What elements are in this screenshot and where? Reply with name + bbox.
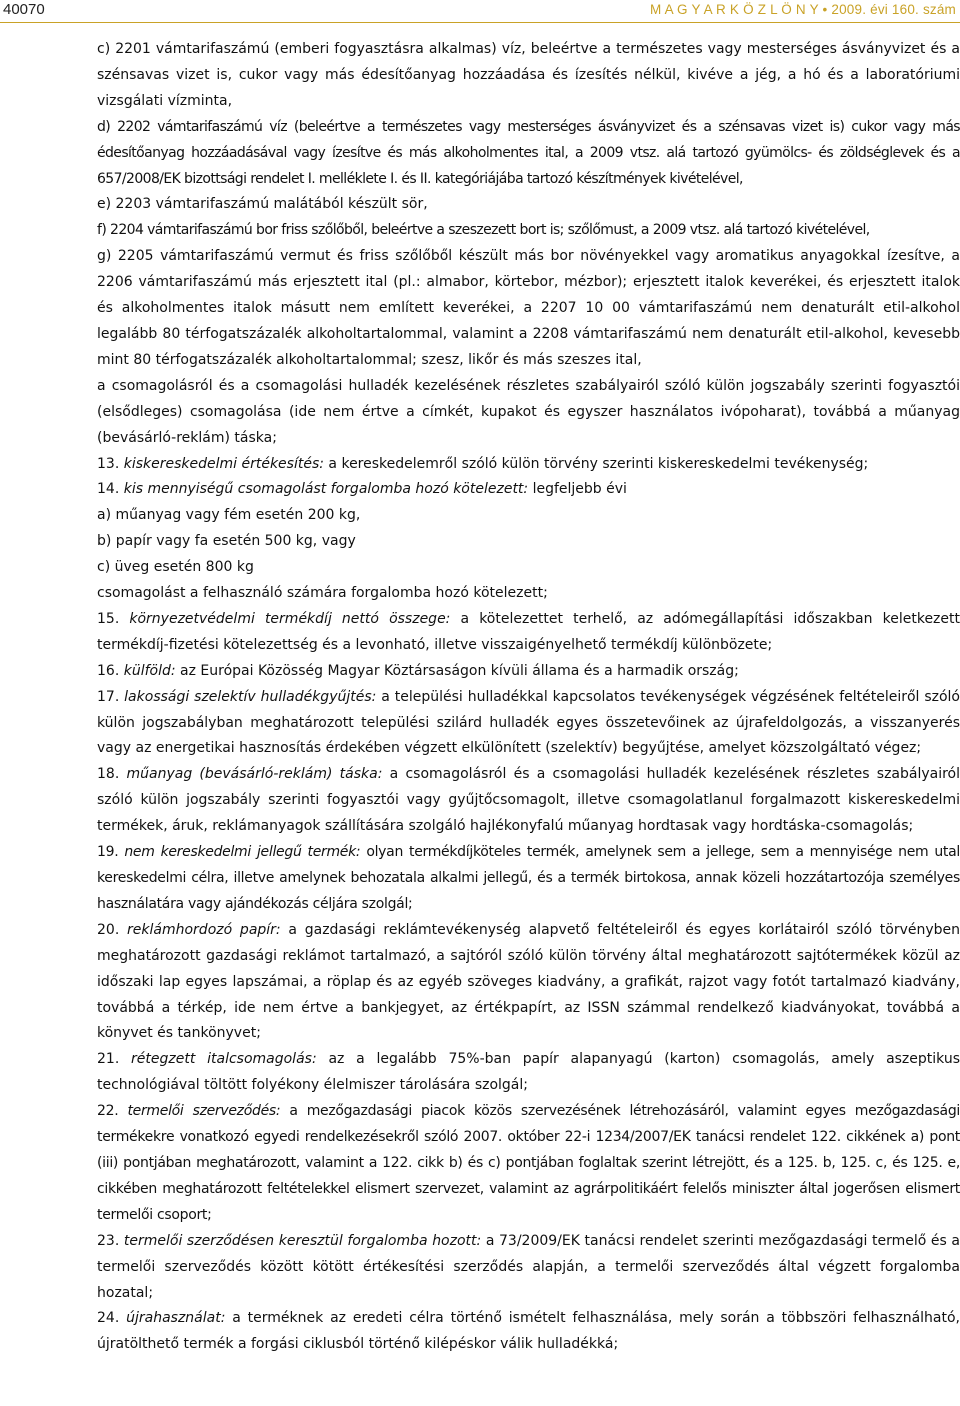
definition-term: termelői szerződésen keresztül forgalomba hozott: bbox=[123, 1232, 482, 1249]
definition-number: 21. bbox=[97, 1051, 120, 1068]
definition-22 bbox=[97, 1099, 960, 1229]
definition-number: 23. bbox=[97, 1232, 120, 1249]
definition-24 bbox=[97, 1306, 960, 1358]
packaging-obligor-paragraph bbox=[97, 581, 960, 607]
definition-term: környezetvédelmi termékdíj nettó összege: bbox=[129, 610, 451, 627]
definition-term: reklámhordozó papír: bbox=[127, 921, 281, 938]
page-header bbox=[0, 0, 960, 22]
definition-13 bbox=[97, 452, 960, 478]
paragraph-text: a) műanyag vagy fém esetén 200 kg, bbox=[97, 507, 361, 524]
paragraph-text: a csomagolásról és a csomagolási hulladék kezelésének részletes szabályairól szóló külön jogszabály szerinti fogyasztói (elsődleges) csomagolása (ide nem értve a címkét, kupakot és egyszer használatos ivópoharat), továbbá a műanyag (bevásárló-reklám) táska; bbox=[97, 377, 960, 446]
item-f-paragraph bbox=[97, 218, 960, 244]
item-e-paragraph bbox=[97, 192, 960, 218]
definition-number: 13. bbox=[97, 455, 120, 472]
definition-18 bbox=[97, 762, 960, 840]
definition-term: termelői szerveződés: bbox=[127, 1103, 281, 1120]
item-g-paragraph bbox=[97, 244, 960, 374]
definition-23 bbox=[97, 1229, 960, 1307]
definition-19 bbox=[97, 840, 960, 918]
definition-text: a mezőgazdasági piacok közös szervezésének létrehozásáról, valamint egyes mezőgazdasági termékekre vonatkozó egyedi rendelkezésekről szóló 2007. október 22-i 1234/2007/EK tanácsi rendelet 122. cikkének a) pont (iii) pontjában meghatározott, valamint a 122. cikk b) és c) pontjában foglaltak szerint létrejött, és a 125. b, 125. c, és 125. e, cikkében meghatározott feltételekkel elismert szervezet, valamint az agrárpolitikáért felelős miniszter által jogerősen elismert termelői csoport; bbox=[97, 1103, 960, 1223]
definition-term: külföld: bbox=[123, 662, 176, 679]
definition-number: 24. bbox=[97, 1310, 120, 1327]
item-d-paragraph bbox=[97, 115, 960, 193]
definition-number: 20. bbox=[97, 921, 120, 938]
definition-text: olyan termékdíjköteles termék, amelynek sem a jellege, sem a mennyisége nem utal kereskedelmi célra, illetve amelynek behozatala alkalmi jellegű, és a termék birtokosa, annak közeli hozzátartozója személyes használatára vagy ajándékozás céljára szolgál; bbox=[97, 844, 960, 912]
paragraph-text: e) 2203 vámtarifaszámú malátából készült sör, bbox=[97, 196, 428, 213]
definition-text: a csomagolásról és a csomagolási hulladék kezelésének részletes szabályairól szóló külön jogszabály szerinti fogyasztói vagy gyűjtőcsomagolt, illetve csomagolatlanul forgalmazott kiskereskedelmi termékek, áruk, reklámanyagok szállítására szolgáló hajlékonyfalú műanyag hordtasak vagy hordtáska-csomagolás; bbox=[97, 766, 960, 835]
definition-term: kis mennyiségű csomagolást forgalomba hozó kötelezett: bbox=[123, 481, 529, 498]
definition-term: rétegzett italcsomagolás: bbox=[131, 1051, 317, 1068]
definition-term: műanyag (bevásárló-reklám) táska: bbox=[126, 766, 383, 783]
definition-text: a terméknek az eredeti célra történő ismételt felhasználása, mely során a többszöri felhasználható, újratölthető termék a forgási ciklusból történő kilépéskor válik hulladékká; bbox=[97, 1310, 960, 1353]
definition-text: a gazdasági reklámtevékenység alapvető feltételeiről és egyes korlátairól szóló törvényben meghatározott gazdasági reklámot tartalmazó, a sajtóról szóló külön törvény által meghatározott sajtótermékek közül az időszaki lap egyes lapszámai, a röplap és az egyéb szöveges kiadvány, a grafikát, rajzot vagy fotót tartalmazó kiadvány, továbbá a térkép, ide nem értve a bankjegyet, az értékpapírt, az ISSN számmal rendelkező kiadványokat, továbbá a könyvet és tankönyvet; bbox=[97, 921, 960, 1042]
definition-text: a kötelezettet terhelő, az adómegállapítási időszakban keletkezett termékdíj-fizetési kötelezettség és a levonható, illetve visszaigényelhető termékdíj különbözete; bbox=[97, 610, 960, 653]
packaging-paragraph bbox=[97, 374, 960, 452]
definition-number: 14. bbox=[97, 481, 120, 498]
definition-17 bbox=[97, 685, 960, 763]
definition-14 bbox=[97, 477, 960, 503]
paragraph-text: g) 2205 vámtarifaszámú vermut és friss szőlőből készült más bor növényekkel vagy aromatikus anyagokkal ízesítve, a 2206 vámtarifaszámú más erjesztett ital (pl.: almabor, körtebor, mézbor); erjesztett italok keverékei, és erjesztett italok és alkoholmentes italok másutt nem említett keverékei, a 2207 10 00 vámtarifaszámú nem denaturált etil-alkohol legalább 80 térfogatszázalék alkoholtartalommal, valamint a 2208 vámtarifaszámú nem denaturált etil-alkohol, kevesebb mint 80 térfogatszázalék alkoholtartalommal; szesz, likőr és más szeszes ital, bbox=[97, 248, 960, 368]
definition-21 bbox=[97, 1047, 960, 1099]
publication-title: M A G Y A R K Ö Z L Ö N Y • 2009. évi 160. szám bbox=[649, 2, 956, 17]
definition-number: 19. bbox=[97, 844, 119, 861]
paragraph-text: b) papír vagy fa esetén 500 kg, vagy bbox=[97, 533, 356, 550]
definition-20 bbox=[97, 918, 960, 1048]
definition-16 bbox=[97, 659, 960, 685]
definition-number: 15. bbox=[97, 610, 120, 627]
definition-text: az Európai Közösség Magyar Köztársaságon kívüli állama és a harmadik ország; bbox=[175, 662, 739, 679]
header-rule bbox=[0, 22, 960, 23]
item-b-paragraph bbox=[97, 529, 960, 555]
definition-term: kiskereskedelmi értékesítés: bbox=[123, 455, 324, 472]
definition-text: az a legalább 75%-ban papír alapanyagú (karton) csomagolás, amely aszeptikus technológiával töltött folyékony élelmiszer tárolására szolgál; bbox=[97, 1051, 960, 1094]
document-body bbox=[97, 37, 960, 1358]
definition-15 bbox=[97, 607, 960, 659]
definition-text: a kereskedelemről szóló külön törvény szerinti kiskereskedelmi tevékenység; bbox=[323, 455, 869, 472]
page-number: 40070 bbox=[3, 1, 45, 18]
paragraph-text: c) üveg esetén 800 kg bbox=[97, 559, 254, 576]
item-c-paragraph bbox=[97, 37, 960, 115]
definition-number: 22. bbox=[97, 1103, 119, 1120]
paragraph-text: f) 2204 vámtarifaszámú bor friss szőlőből, beleértve a szeszezett bort is; szőlőmust, a 2009 vtsz. alá tartozó kivételével, bbox=[97, 222, 870, 239]
definition-number: 18. bbox=[97, 766, 120, 783]
definition-text: legfeljebb évi bbox=[528, 481, 627, 498]
paragraph-text: c) 2201 vámtarifaszámú (emberi fogyasztásra alkalmas) víz, beleértve a természetes vagy mesterséges ásványvizet és a szénsavas vizet is, cukor vagy más édesítőanyag hozzáadása és ízesítés nélkül, kivéve a jég, a hó és a laboratóriumi vizsgálati vízminta, bbox=[97, 41, 960, 109]
item-a-paragraph bbox=[97, 503, 960, 529]
definition-term: újrahasználat: bbox=[126, 1310, 226, 1327]
item-c2-paragraph bbox=[97, 555, 960, 581]
definition-term: lakossági szelektív hulladékgyűjtés: bbox=[124, 688, 377, 705]
definition-number: 16. bbox=[97, 662, 120, 679]
paragraph-text: csomagolást a felhasználó számára forgalomba hozó kötelezett; bbox=[97, 585, 548, 602]
definition-number: 17. bbox=[97, 688, 120, 705]
definition-text: a települési hulladékkal kapcsolatos tevékenységek végzésének feltételeiről szóló külön jogszabályban meghatározott települési szilárd hulladék egyes összetevőinek az újrafeldolgozás, a visszanyerés vagy az energetikai hasznosítás érdekében végzett elkülönített (szelektív) begyűjtése, amelyet közszolgáltató végez; bbox=[97, 688, 960, 757]
definition-text: a 73/2009/EK tanácsi rendelet szerinti mezőgazdasági termelő és a termelői szerveződés között kötött értékesítési szerződés alapján, a termelői szerveződés által végzett forgalomba hozatal; bbox=[97, 1232, 960, 1301]
paragraph-text: d) 2202 vámtarifaszámú víz (beleértve a természetes vagy mesterséges ásványvizet és a szénsavas vizet is) cukor vagy más édesítőanyag hozzáadásával vagy ízesítve és más alkoholmentes ital, a 2009 vtsz. alá tartozó gyümölcs- és zöldséglevek és a 657/2008/EK bizottsági rendelet I. melléklete I. és II. kategóriájába tartozó készítmények kivételével, bbox=[97, 118, 960, 187]
definition-term: nem kereskedelmi jellegű termék: bbox=[124, 844, 361, 861]
